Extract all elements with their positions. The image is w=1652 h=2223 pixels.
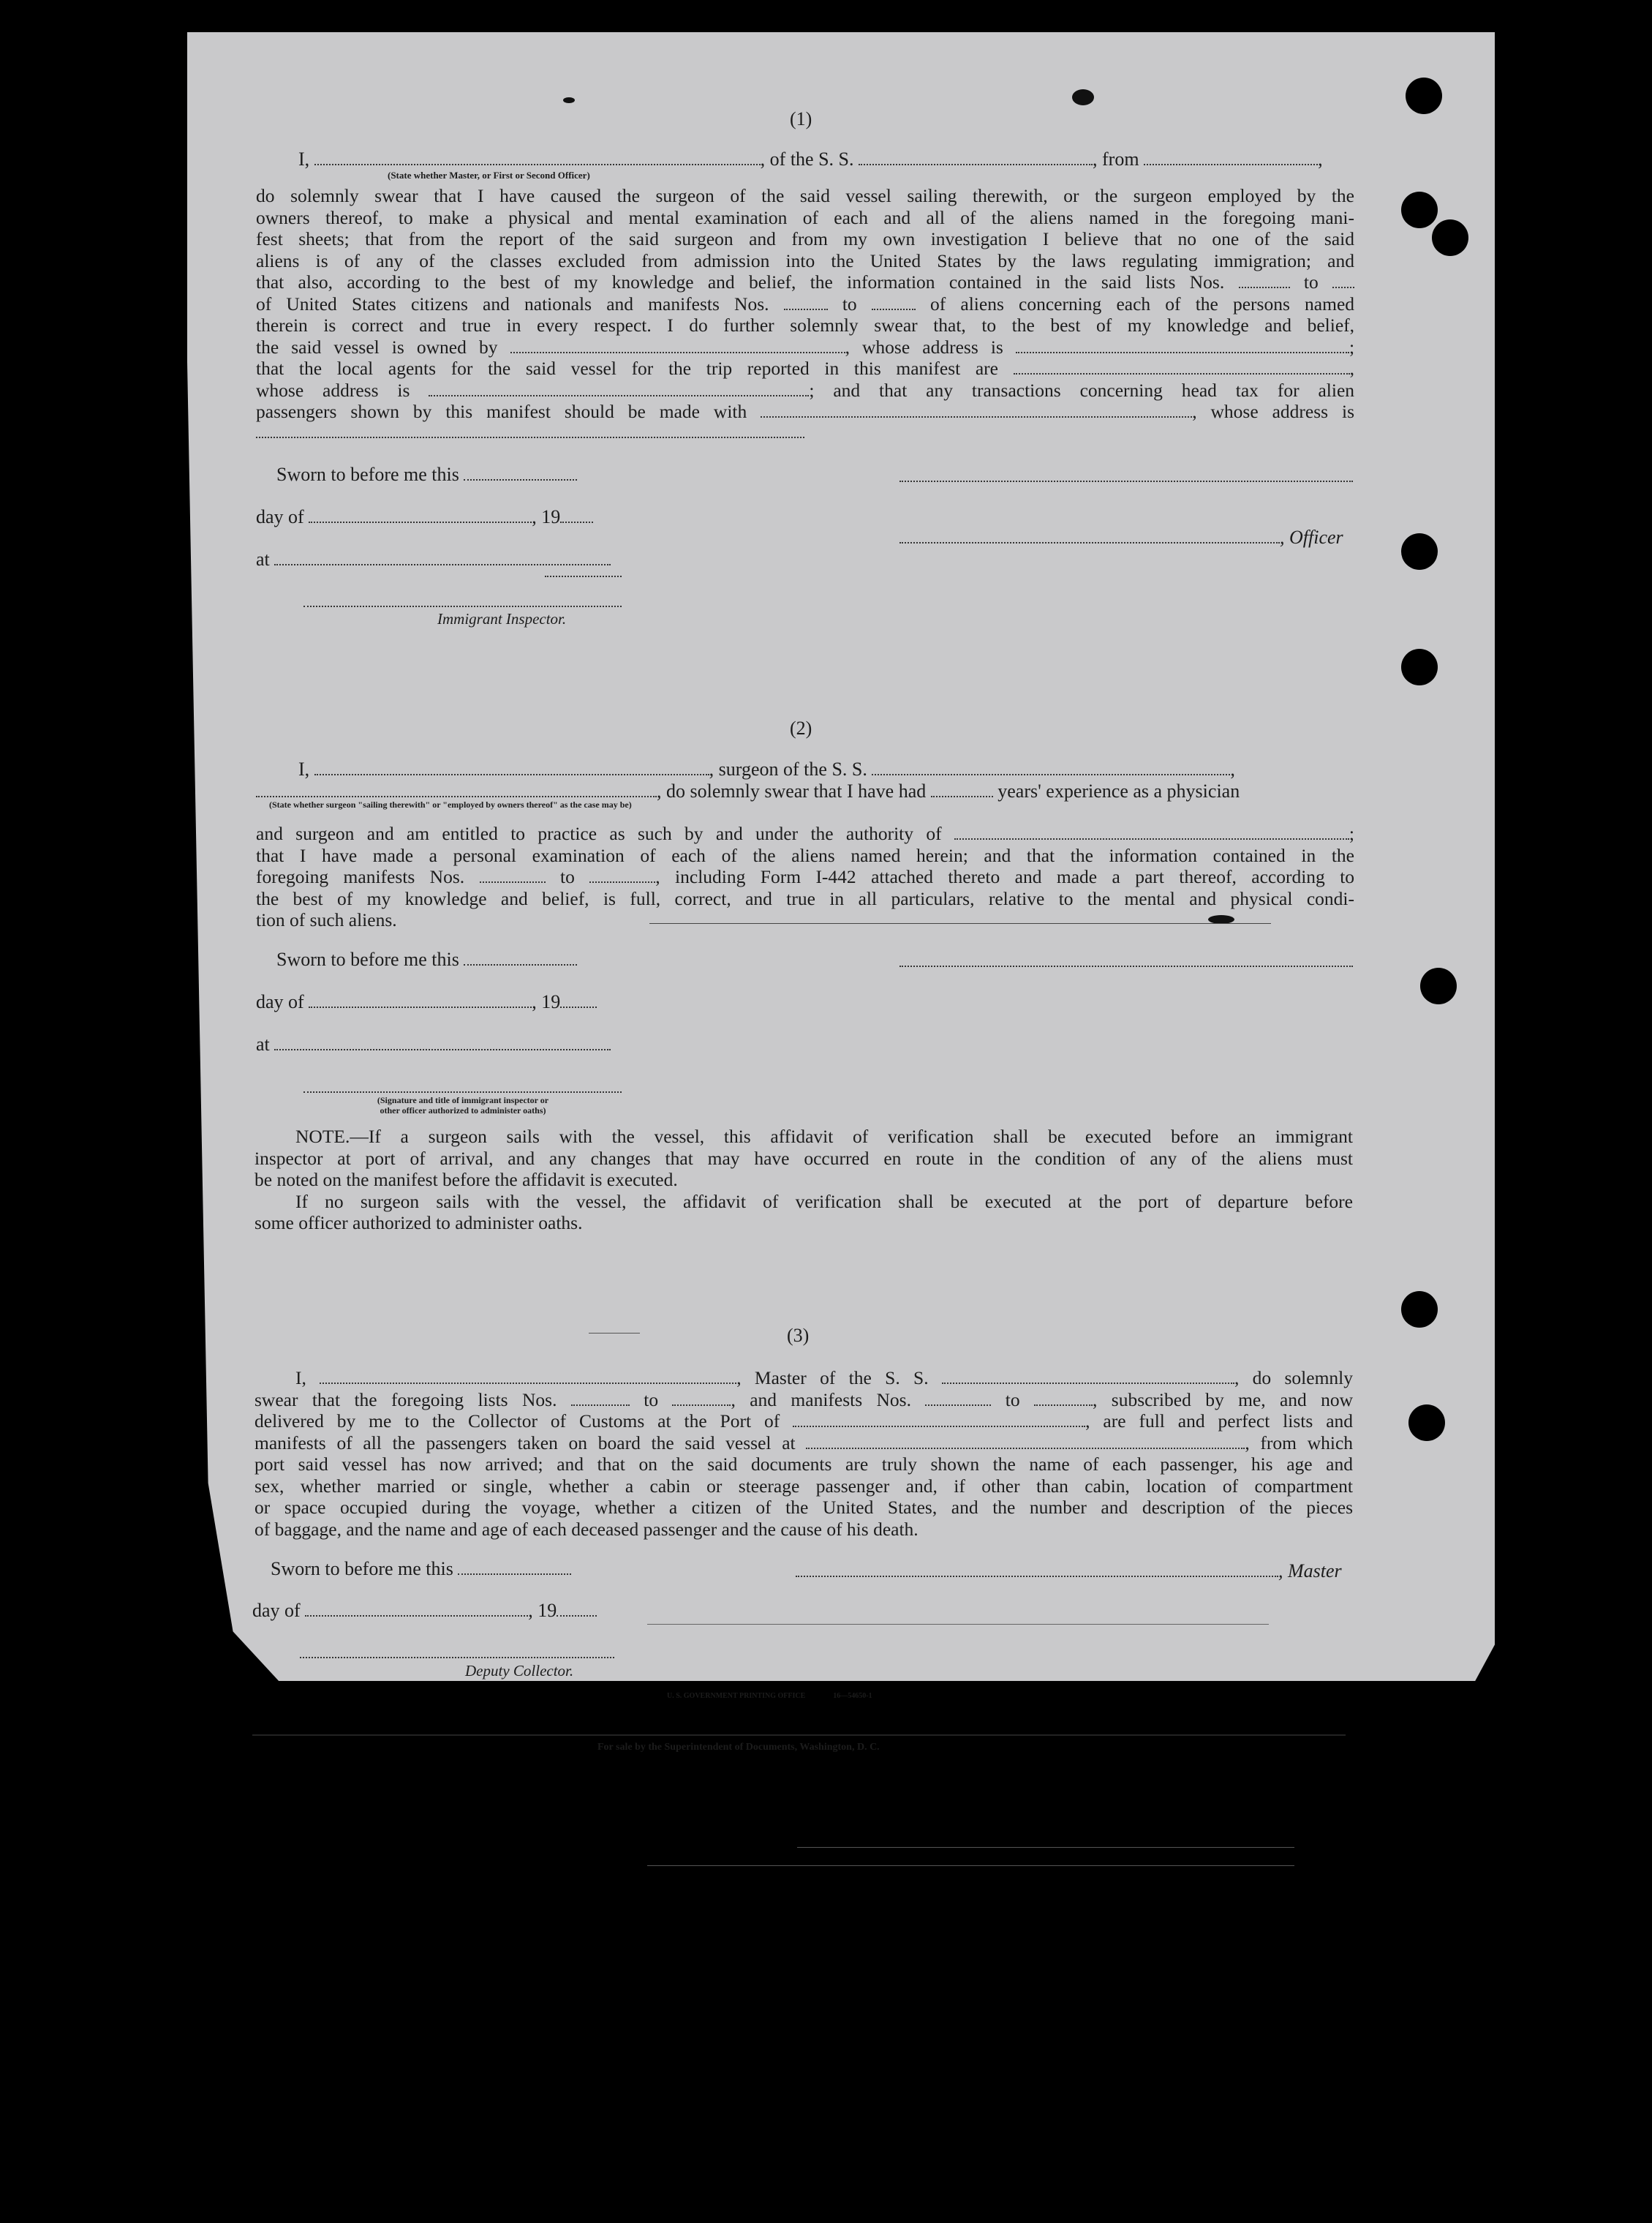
footer-text: For sale by the Superintendent of Documents, Washington, D. C. [597, 1742, 880, 1753]
text: , do solemnly [1234, 1367, 1354, 1388]
strike-line [649, 923, 1271, 924]
text-line [256, 380, 1354, 402]
blank-rank[interactable] [314, 149, 761, 165]
text: , Master of the S. S. [736, 1367, 929, 1388]
blank-lists-from[interactable] [571, 1390, 630, 1406]
text: day of [256, 991, 304, 1012]
text: whose address is [256, 379, 410, 401]
blank-surgeon-name[interactable] [314, 759, 709, 775]
text-line [256, 866, 1354, 888]
text: , and manifests Nos. [731, 1388, 911, 1410]
blank-collector-signature[interactable] [300, 1657, 614, 1658]
sec3-sworn [271, 1558, 571, 1579]
text: to [1005, 1388, 1020, 1410]
sec1-day [256, 506, 593, 527]
blank-master-name[interactable] [320, 1368, 736, 1384]
text: manifests of all the passengers taken on board the said vessel at [254, 1432, 796, 1453]
sec2-line2 [256, 781, 1240, 802]
blank-agents-address[interactable] [429, 380, 809, 396]
blank-head-tax-address[interactable] [256, 437, 804, 438]
text: Sworn to before me this [271, 1558, 453, 1579]
text: , whose address is [845, 336, 1003, 358]
sec2-status-note: (State whether surgeon "sailing therewith" or "employed by owners thereof" as the case may be) [269, 800, 632, 810]
footer-rule [252, 1734, 1346, 1736]
text: to [644, 1388, 659, 1410]
text: at [256, 1034, 270, 1055]
text-line: fest sheets; that from the report of the said surgeon and from my own investigation I believe that no one of the said [256, 228, 1354, 249]
blank-place-2[interactable] [545, 576, 622, 577]
blank-official-signature[interactable] [303, 1091, 622, 1093]
binder-hole [1408, 1851, 1445, 1887]
sec1-oath [256, 185, 1354, 423]
section-3-number: (3) [787, 1325, 810, 1346]
binder-hole [1406, 78, 1442, 114]
blank-owner-address[interactable] [1016, 337, 1349, 353]
text-line: aliens is of any of the classes excluded from admission into the United States by the laws regulating immigration; and [256, 249, 1354, 271]
blank-sworn-day[interactable] [458, 1559, 571, 1575]
blank-authority[interactable] [954, 824, 1349, 840]
binder-hole [1408, 1719, 1445, 1756]
blank-vessel[interactable] [942, 1368, 1234, 1384]
sec2-line1 [298, 759, 1235, 780]
text: , of the S. S. [760, 148, 854, 170]
text: ; [1349, 823, 1355, 844]
ink-speck [563, 97, 575, 103]
text-line: tion of such aliens. [256, 909, 397, 930]
blank-place[interactable] [274, 1034, 611, 1050]
text: , whose address is [1192, 401, 1355, 422]
section-2-number: (2) [790, 718, 812, 739]
blank-officer-signature-1[interactable] [899, 481, 1353, 482]
text: , [1349, 358, 1355, 379]
text: , Officer [1280, 527, 1343, 548]
faint-line [589, 1333, 640, 1334]
blank-manifest-from[interactable] [784, 294, 828, 310]
text: of United States citizens and nationals and manifests Nos. [256, 293, 769, 315]
text: , [1318, 148, 1323, 170]
blank-head-tax[interactable] [761, 402, 1192, 418]
text-line [256, 271, 1354, 293]
faint-line [647, 1624, 1269, 1625]
sec2-sworn [276, 949, 577, 970]
sig-note-2: other officer authorized to administer oaths) [380, 1105, 546, 1116]
text: I, [298, 148, 310, 170]
text-line [256, 823, 1354, 845]
blank-list-from[interactable] [1239, 272, 1290, 288]
text-line: the best of my knowledge and belief, is full, correct, and true in all particulars, relative to the mental and physical condi- [256, 887, 1354, 909]
blank-manifests-to[interactable] [1034, 1390, 1093, 1406]
text-line: do solemnly swear that I have caused the surgeon of the said vessel sailing therewith, or the surgeon employed by the [256, 185, 1354, 206]
blank-year[interactable] [557, 1601, 597, 1617]
text-line [256, 358, 1354, 380]
blank-surgeon-vessel[interactable] [872, 759, 1230, 775]
text: passengers shown by this manifest should be made with [256, 401, 747, 422]
sec3-oath [254, 1367, 1353, 1540]
binder-hole [1401, 649, 1438, 685]
text: , do solemnly swear that I have had [657, 781, 927, 802]
gpo-imprint [667, 1690, 872, 1701]
blank-surgeon-signature[interactable] [899, 966, 1353, 967]
text: U. S. GOVERNMENT PRINTING OFFICE [667, 1692, 806, 1700]
text: at [256, 549, 270, 570]
blank-years[interactable] [931, 781, 993, 797]
blank-month[interactable] [309, 507, 532, 523]
blank-vessel[interactable] [859, 149, 1093, 165]
blank-month[interactable] [305, 1601, 528, 1617]
text: day of [256, 506, 304, 527]
sec2-note [254, 1126, 1353, 1234]
text: the said vessel is owned by [256, 336, 498, 358]
blank-manifests-from[interactable] [925, 1390, 991, 1406]
text-line: some officer authorized to administer oaths. [254, 1212, 583, 1233]
binder-hole [1420, 968, 1457, 1004]
text-line [256, 401, 1354, 423]
text: I, [298, 759, 310, 780]
blank-month[interactable] [309, 992, 532, 1008]
text: delivered by me to the Collector of Customs at the Port of [254, 1410, 780, 1432]
text: to [560, 866, 575, 887]
blank-sworn-day[interactable] [464, 464, 577, 481]
text-line: or space occupied during the voyage, whether a citizen of the United States, and the number and description of the pieces [254, 1497, 1353, 1518]
text: and surgeon and am entitled to practice as such by and under the authority of [256, 823, 942, 844]
sig-note-1: (Signature and title of immigrant inspector or [377, 1095, 549, 1105]
binder-hole [1408, 1404, 1445, 1441]
blank-port[interactable] [793, 1411, 1085, 1427]
text-line [254, 1389, 1353, 1411]
text-line: therein is correct and true in every respect. I do further solemnly swear that, to the best of my knowledge and belief, [256, 315, 1354, 336]
text: , subscribed by me, and now [1093, 1388, 1354, 1410]
text: years' experience as a physician [997, 781, 1240, 802]
blank-manifest-from[interactable] [480, 867, 546, 883]
blank-from[interactable] [1144, 149, 1318, 165]
text-line: of baggage, and the name and age of each deceased passenger and the cause of his death. [254, 1518, 919, 1540]
text: , Master [1278, 1560, 1342, 1581]
sec1-at [256, 549, 611, 570]
text-line [256, 336, 1354, 358]
text: , 19 [532, 991, 561, 1012]
text: Sworn to before me this [276, 464, 459, 485]
blank-officer-signature-2[interactable] [899, 527, 1280, 543]
text: I, [295, 1367, 306, 1388]
text: 16—54650-1 [833, 1692, 872, 1700]
text: swear that the foregoing lists Nos. [254, 1388, 557, 1410]
text-line: inspector at port of arrival, and any changes that may have occurred en route in the condition of any of the aliens must [254, 1147, 1353, 1169]
blank-inspector-signature[interactable] [303, 606, 622, 607]
text: , from which [1245, 1432, 1354, 1453]
text-line: sex, whether married or single, whether a cabin or steerage passenger and, if other than cabin, location of compartment [254, 1475, 1353, 1497]
sec2-oath [256, 823, 1354, 931]
binder-hole [1401, 192, 1438, 228]
blank-manifest-to[interactable] [589, 867, 655, 883]
text: ; and that any transactions concerning head tax for alien [809, 379, 1355, 401]
blank-year[interactable] [560, 992, 597, 1008]
text: to [842, 293, 857, 315]
sec3-master [796, 1560, 1342, 1581]
sec2-day [256, 991, 597, 1012]
blank-lists-to[interactable] [672, 1390, 731, 1406]
text: that the local agents for the said vessel for the trip reported in this manifest are [256, 358, 998, 379]
text-line: that I have made a personal examination of each of the aliens named herein; and that the information contained in the [256, 844, 1354, 866]
text-line: be noted on the manifest before the affidavit is executed. [254, 1169, 678, 1190]
text: Sworn to before me this [276, 949, 459, 970]
sec1-rank-note: (State whether Master, or First or Second Officer) [388, 170, 590, 181]
text: , including Form I-442 attached thereto and made a part thereof, according to [655, 866, 1355, 887]
blank-year[interactable] [560, 507, 593, 523]
faint-line [647, 1865, 1294, 1866]
text: , [1230, 759, 1235, 780]
ink-speck [1072, 89, 1094, 105]
blank-owner[interactable] [510, 337, 845, 353]
inspector-label: Immigrant Inspector. [437, 610, 567, 628]
text: , 19 [532, 506, 561, 527]
blank-sworn-day[interactable] [464, 949, 577, 966]
sec2-at [256, 1034, 611, 1055]
faint-line [797, 1847, 1294, 1848]
text-line [254, 1410, 1353, 1432]
sec1-officer [899, 527, 1343, 548]
text-line: owners thereof, to make a physical and mental examination of each and all of the aliens named in the foregoing mani- [256, 206, 1354, 228]
text: foregoing manifests Nos. [256, 866, 465, 887]
text: , 19 [528, 1600, 557, 1621]
blank-place[interactable] [274, 549, 611, 565]
sec1-line1 [298, 148, 1323, 170]
text: ; [1349, 336, 1355, 358]
sec1-sworn [276, 464, 577, 485]
text-line: NOTE.—If a surgeon sails with the vessel, this affidavit of verification shall be executed before an immigrant [295, 1126, 1353, 1147]
blank-surgeon-status[interactable] [256, 781, 657, 797]
text: that also, according to the best of my knowledge and belief, the information contained in the said lists Nos. [256, 271, 1225, 293]
blank-manifest-to[interactable] [872, 294, 916, 310]
text: , from [1093, 148, 1139, 170]
binder-hole [1432, 219, 1468, 256]
sec3-day [252, 1600, 597, 1621]
binder-hole [1401, 533, 1438, 570]
section-1-number: (1) [790, 108, 812, 129]
blank-list-to[interactable] [1332, 272, 1354, 288]
text: day of [252, 1600, 301, 1621]
binder-hole [1401, 1291, 1438, 1328]
text: , are full and perfect lists and [1085, 1410, 1354, 1432]
blank-embark-port[interactable] [806, 1433, 1245, 1449]
text-line [254, 1432, 1353, 1454]
text-line: port said vessel has now arrived; and that on the said documents are truly shown the name of each passenger, his age and [254, 1453, 1353, 1475]
blank-master-signature[interactable] [796, 1561, 1278, 1577]
text: of aliens concerning each of the persons named [930, 293, 1355, 315]
blank-agents[interactable] [1014, 358, 1350, 375]
text: , surgeon of the S. S. [709, 759, 867, 780]
collector-label: Deputy Collector. [465, 1662, 574, 1680]
text-line [256, 293, 1354, 315]
text-line: If no surgeon sails with the vessel, the affidavit of verification shall be executed at the port of departure before [295, 1190, 1353, 1212]
text-line [254, 1367, 1353, 1389]
text: to [1303, 271, 1319, 293]
